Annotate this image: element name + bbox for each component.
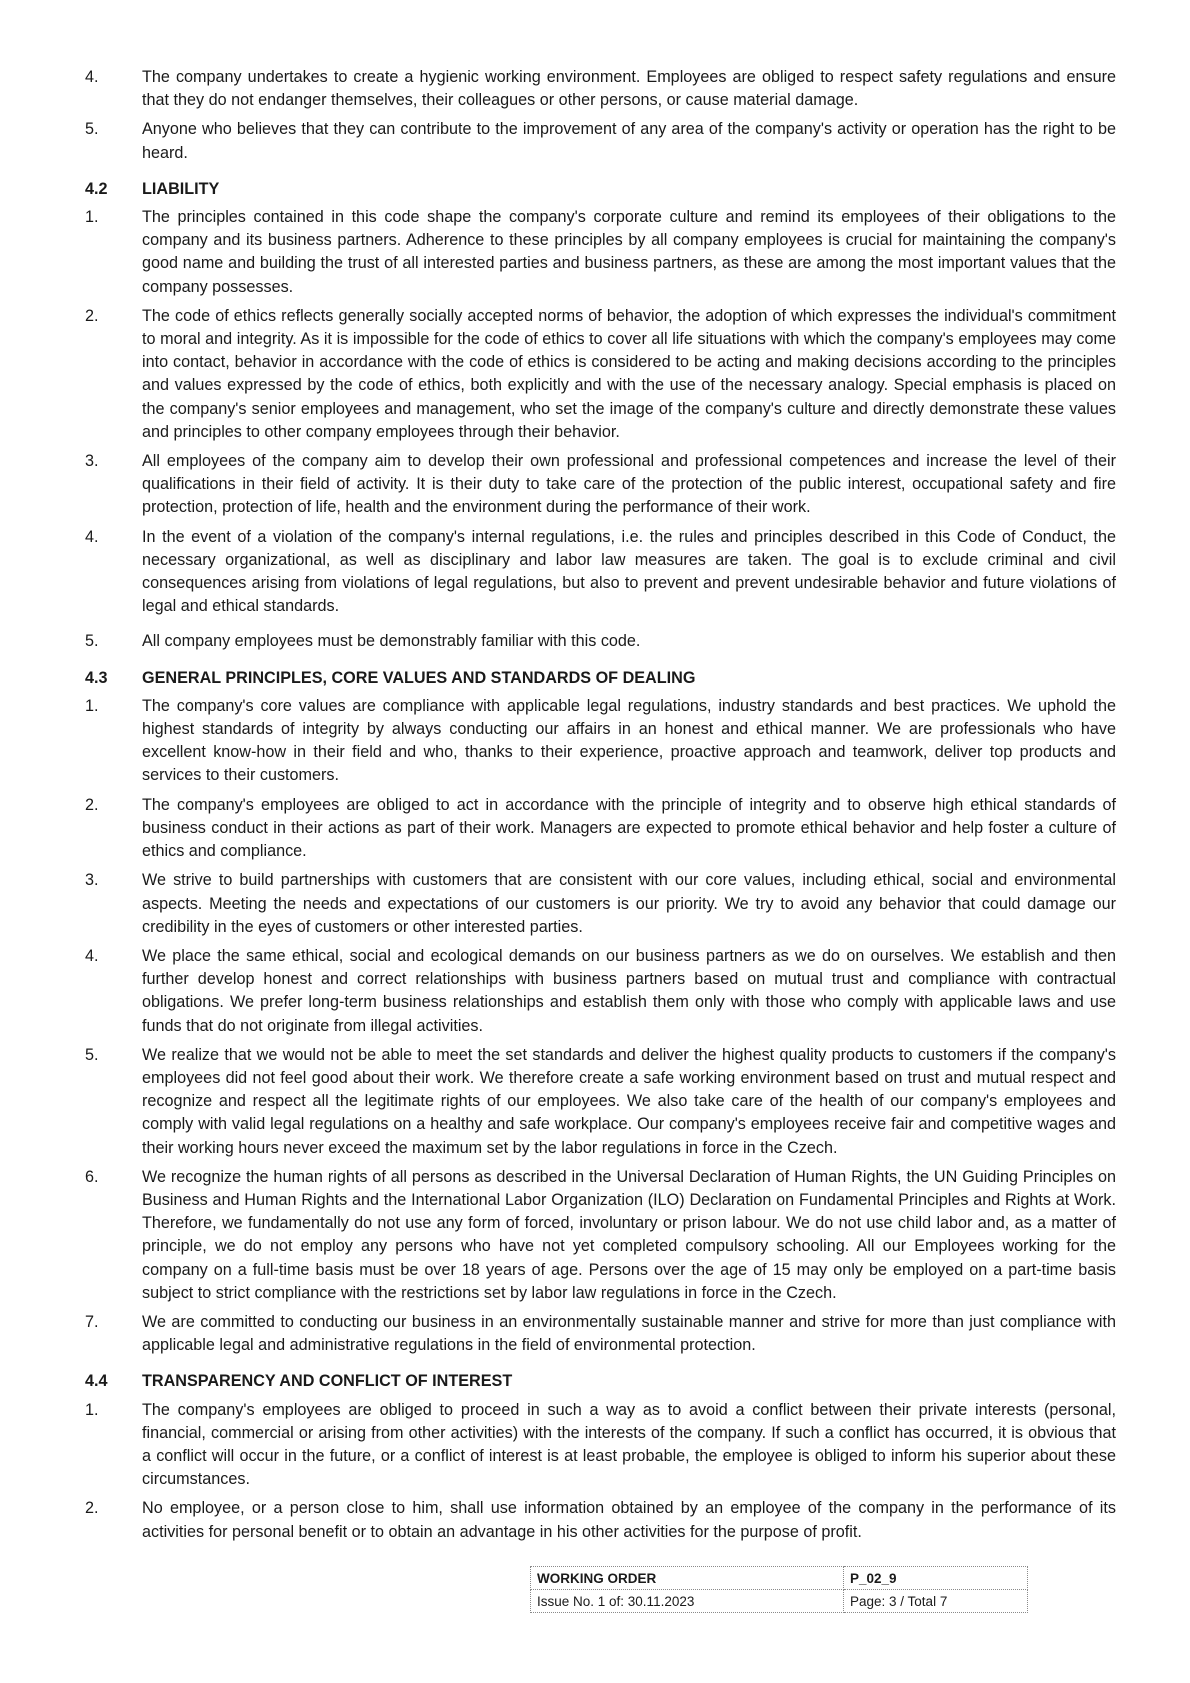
list-item [85, 1166, 1116, 1305]
item-number: 1. [85, 208, 99, 227]
list-item [85, 66, 1116, 112]
item-text: We realize that we would not be able to meet the set standards and deliver the highest quality products to customers if the company's employees did not feel good about their work. We therefore create a safe working environment based on trust and mutual respect and recognize and respect all the legitimate rights of our employees. We also take care of the health of our company's employees and comply with valid legal regulations on a healthy and safe workplace. Our company's employees receive fair and competitive wages and their working hours never exceed the maximum set by the labor regulations in force in the Czech. [142, 1045, 1116, 1157]
section-heading [85, 178, 1116, 201]
list-item [85, 1399, 1116, 1492]
list-item [85, 305, 1116, 444]
item-number: 1. [85, 1400, 99, 1419]
section-title: LIABILITY [142, 179, 220, 198]
item-number: 4. [85, 68, 99, 86]
item-text: We place the same ethical, social and ecological demands on our business partners as we do on ourselves. We establish and then further develop honest and correct relationships with business partners based on mutual trust and compliance with contractual obligations. We prefer long-term business relationships and establish them only with those who comply with applicable laws and use funds that do not originate from illegal activities. [142, 946, 1116, 1035]
list-item [85, 1497, 1116, 1543]
item-text: All company employees must be demonstrably familiar with this code. [142, 632, 641, 651]
doc-code: P_02_9 [844, 1567, 1028, 1590]
list-item [85, 630, 1116, 653]
section-number: 4.2 [85, 179, 108, 198]
section-4-2 [85, 178, 1116, 654]
item-number: 5. [85, 1045, 99, 1064]
item-text: The code of ethics reflects generally socially accepted norms of behavior, the adoption of which expresses the individual's commitment to moral and integrity. As it is impossible for the code of ethics to cover all life situations with which the company's employees may come into contact, behavior in accordance with the code of ethics is considered to be acting and making decisions according to the principles and values expressed by the code of ethics, both explicitly and with the use of the necessary analogy. Special emphasis is placed on the company's senior employees and management, who set the image of the company's culture and directly demonstrate these values and principles to other company employees through their behavior. [142, 306, 1116, 441]
section-number: 4.3 [85, 668, 108, 687]
item-text: Anyone who believes that they can contribute to the improvement of any area of the company's activity or operation has the right to be heard. [142, 120, 1116, 162]
item-number: 7. [85, 1312, 99, 1331]
list-item [85, 450, 1116, 520]
list-item [85, 945, 1116, 1038]
section-heading [85, 667, 1116, 690]
item-text: We strive to build partnerships with customers that are consistent with our core values, including ethical, social and environmental aspects. Meeting the needs and expectations of our customers is our priority. We try to avoid any behavior that could damage our credibility in the eyes of customers or other interested parties. [142, 871, 1116, 936]
item-text: The principles contained in this code shape the company's corporate culture and remind its employees of their obligations to the company and its business partners. Adherence to these principles by all company employees is crucial for maintaining the company's good name and building the trust of all interested parties and business partners, as these are among the most important values that the company possesses. [142, 208, 1116, 296]
item-text: No employee, or a person close to him, shall use information obtained by an employee of the company in the performance of its activities for personal benefit or to obtain an advantage in his other activities for the purpose of profit. [142, 1499, 1116, 1541]
section-4-4 [85, 1370, 1116, 1543]
footer-row [531, 1590, 1028, 1613]
footer-row [531, 1567, 1028, 1590]
document-footer-table [530, 1566, 1028, 1613]
item-number: 3. [85, 871, 99, 890]
list-item [85, 695, 1116, 788]
list-item [85, 794, 1116, 864]
item-text: All employees of the company aim to develop their own professional and professional competences and increase the level of their qualifications in their field of activity. It is their duty to take care of the protection of the public interest, occupational safety and fire protection, protection of life, health and the environment during the performance of their work. [142, 452, 1116, 517]
item-number: 1. [85, 696, 99, 715]
doc-title: WORKING ORDER [531, 1567, 844, 1590]
item-text: The company undertakes to create a hygienic working environment. Employees are obliged to respect safety regulations and ensure that they do not endanger themselves, their colleagues or other persons, or cause material damage. [142, 68, 1116, 110]
list-item [85, 1044, 1116, 1160]
section-heading [85, 1370, 1116, 1393]
section-title: TRANSPARENCY AND CONFLICT OF INTEREST [142, 1372, 513, 1391]
section-4-1-tail [85, 66, 1116, 165]
item-number: 2. [85, 1499, 99, 1518]
item-text: In the event of a violation of the company's internal regulations, i.e. the rules and principles described in this Code of Conduct, the necessary organizational, as well as disciplinary and labor law measures are taken. The goal is to exclude criminal and civil consequences arising from violations of legal regulations, but also to prevent and prevent undesirable behavior and future violations of legal and ethical standards. [142, 527, 1116, 616]
item-text: We recognize the human rights of all persons as described in the Universal Declaration of Human Rights, the UN Guiding Principles on Business and Human Rights and the International Labor Organization (ILO) Declaration on Fundamental Principles and Rights at Work. Therefore, we fundamentally do not use any form of forced, involuntary or prison labour. We do not use child labor and, as a matter of principle, we do not employ any persons who have not yet completed compulsory schooling. All our Employees working for the company on a full-time basis must be over 18 years of age. Persons over the age of 15 may only be employed on a part-time basis subject to strict compliance with the restrictions set by labor law regulations in force in the Czech. [142, 1167, 1116, 1302]
list-item [85, 1311, 1116, 1357]
issue-info: Issue No. 1 of: 30.11.2023 [531, 1590, 844, 1613]
document-body [85, 66, 1116, 1550]
item-number: 2. [85, 795, 99, 814]
item-text: We are committed to conducting our business in an environmentally sustainable manner and strive for more than just compliance with applicable legal and administrative regulations in the field of environmental protection. [142, 1312, 1116, 1355]
section-4-3 [85, 667, 1116, 1358]
list-item [85, 206, 1116, 299]
item-number: 3. [85, 452, 99, 471]
item-number: 6. [85, 1167, 99, 1186]
section-title: GENERAL PRINCIPLES, CORE VALUES AND STANDARDS OF DEALING [142, 668, 696, 687]
item-number: 2. [85, 306, 99, 325]
list-item [85, 118, 1116, 164]
item-text: The company's core values are compliance with applicable legal regulations, industry standards and best practices. We uphold the highest standards of integrity by always conducting our affairs in an honest and ethical manner. We are professionals who have excellent know-how in their field and who, thanks to their experience, proactive approach and teamwork, deliver top products and services to their customers. [142, 696, 1116, 785]
item-number: 5. [85, 632, 99, 651]
item-text: The company's employees are obliged to proceed in such a way as to avoid a conflict between their private interests (personal, financial, commercial or arising from other activities) with the interests of the company. If such a conflict has occurred, it is obvious that a conflict will occur in the future, or a conflict of interest is at least probable, the employee is obliged to inform his superior about these circumstances. [142, 1400, 1116, 1489]
item-number: 4. [85, 527, 99, 546]
section-number: 4.4 [85, 1372, 108, 1391]
list-item [85, 869, 1116, 939]
item-number: 4. [85, 946, 99, 965]
list-item [85, 526, 1116, 619]
item-text: The company's employees are obliged to act in accordance with the principle of integrity and to observe high ethical standards of business conduct in their actions as part of their work. Managers are expected to promote ethical behavior and help foster a culture of ethics and compliance. [142, 795, 1116, 861]
item-number: 5. [85, 120, 99, 139]
page-info: Page: 3 / Total 7 [844, 1590, 1028, 1613]
